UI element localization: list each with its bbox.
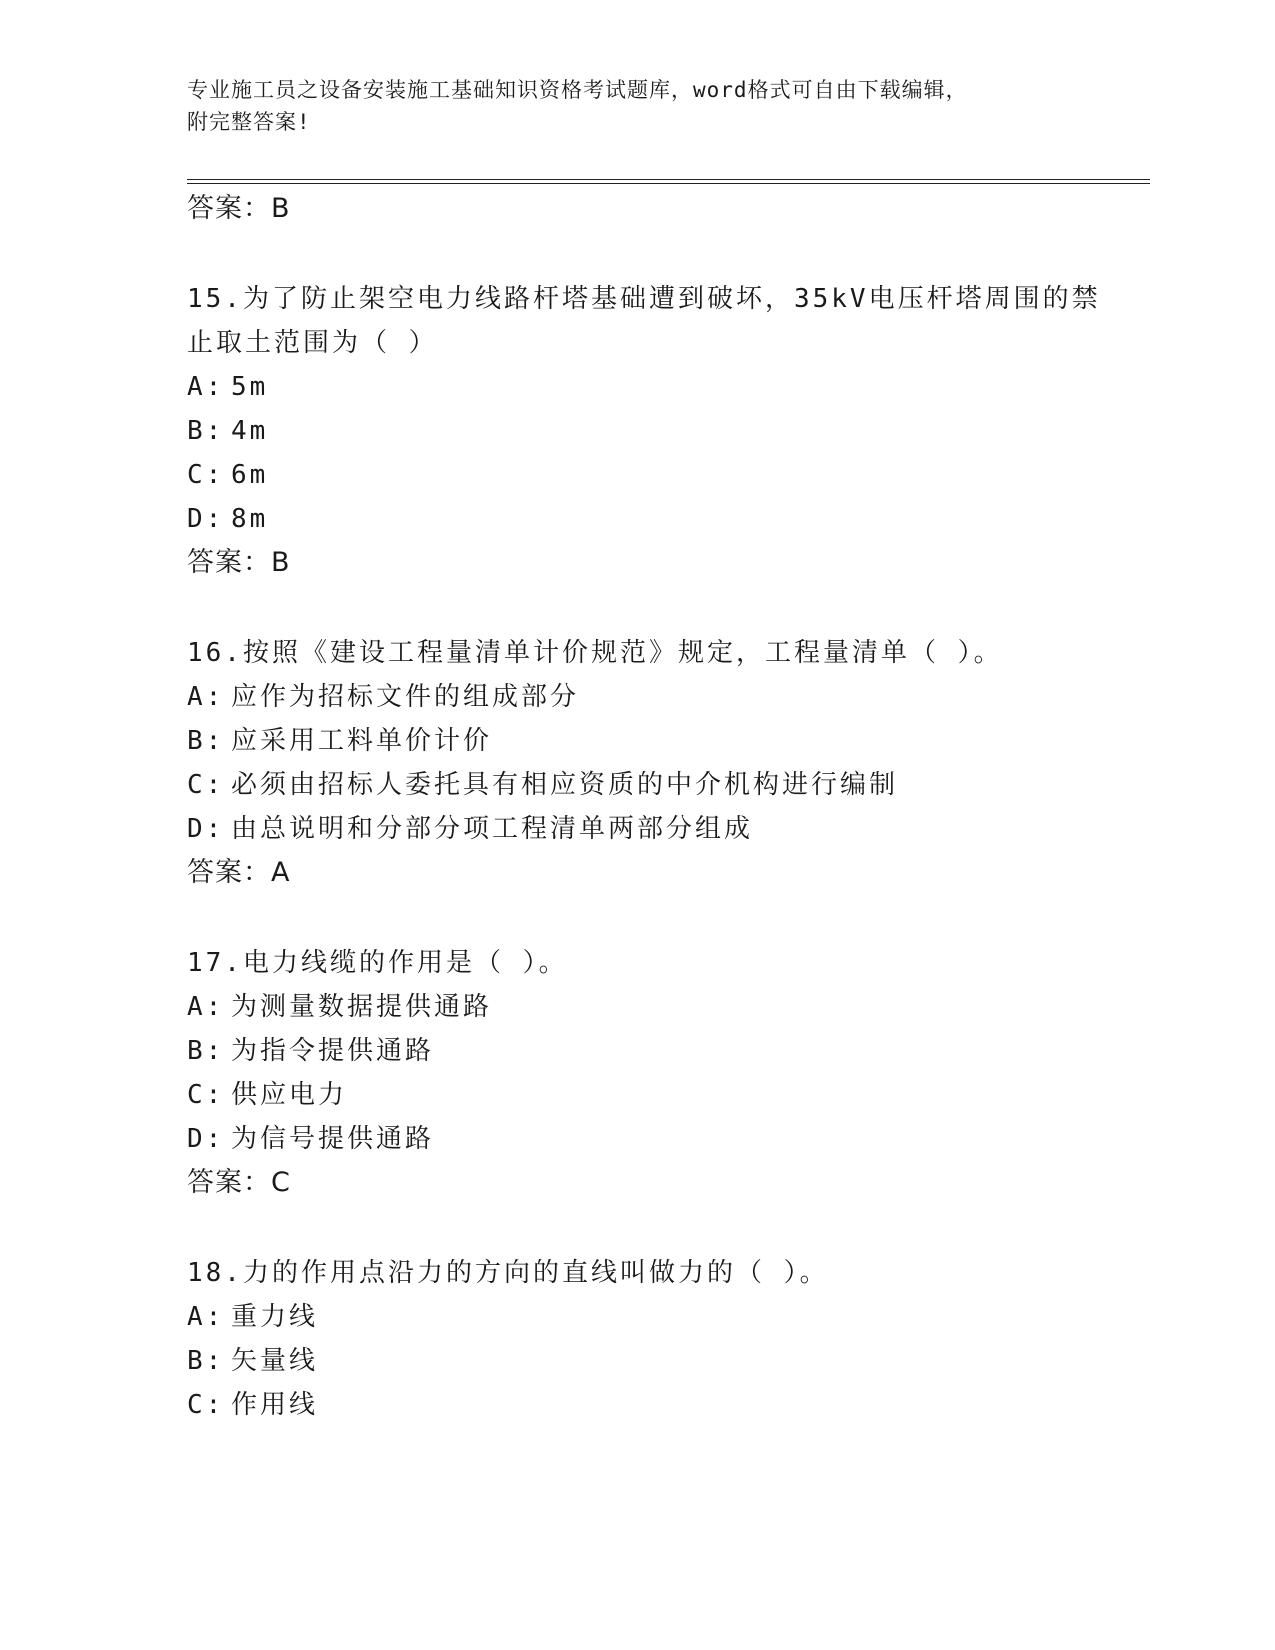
- option-17-c: [187, 1077, 347, 1113]
- header-divider-bottom: [187, 183, 1150, 184]
- option-17-d: [187, 1121, 434, 1157]
- option-16-c: [187, 767, 898, 803]
- option-letter: B:: [187, 416, 225, 446]
- option-18-a: [187, 1299, 318, 1335]
- option-letter: B:: [187, 1346, 225, 1376]
- option-letter: D:: [187, 1124, 225, 1154]
- question-18-line-1: 18.力的作用点沿力的方向的直线叫做力的（ ）。: [187, 1258, 829, 1288]
- option-text: 5m: [231, 372, 269, 402]
- option-text: 必须由招标人委托具有相应资质的中介机构进行编制: [231, 770, 899, 800]
- option-text: 4m: [231, 416, 269, 446]
- option-17-b: [187, 1033, 434, 1069]
- option-letter: B:: [187, 1036, 225, 1066]
- option-18-c: [187, 1387, 318, 1423]
- header-divider-top: [187, 179, 1150, 180]
- option-letter: D:: [187, 814, 225, 844]
- answer-17: 答案：C: [187, 1167, 291, 1198]
- option-text: 应作为招标文件的组成部分: [231, 682, 580, 712]
- option-letter: C:: [187, 1390, 225, 1420]
- option-15-a: [187, 369, 268, 405]
- option-16-d: [187, 811, 753, 847]
- answer-16: 答案：A: [187, 857, 291, 888]
- option-letter: A:: [187, 992, 225, 1022]
- option-text: 由总说明和分部分项工程清单两部分组成: [231, 814, 754, 844]
- option-letter: A:: [187, 682, 225, 712]
- option-letter: A:: [187, 1302, 225, 1332]
- option-letter: C:: [187, 770, 225, 800]
- option-letter: D:: [187, 504, 225, 534]
- question-15-line-2: 止取土范围为（ ）: [187, 328, 438, 358]
- option-text: 供应电力: [231, 1080, 348, 1110]
- option-18-b: [187, 1343, 318, 1379]
- question-15-line-1: 15.为了防止架空电力线路杆塔基础遭到破坏，35kV电压杆塔周围的禁: [187, 284, 1101, 314]
- document-header: [187, 74, 1087, 138]
- option-text: 为测量数据提供通路: [231, 992, 493, 1022]
- option-text: 8m: [231, 504, 269, 534]
- header-line-1: 专业施工员之设备安装施工基础知识资格考试题库，word格式可自由下载编辑，: [187, 78, 968, 102]
- option-letter: C:: [187, 460, 225, 490]
- option-16-a: [187, 679, 579, 715]
- option-17-a: [187, 989, 492, 1025]
- question-16-line-1: 16.按照《建设工程量清单计价规范》规定，工程量清单（ ）。: [187, 638, 1003, 668]
- option-text: 为指令提供通路: [231, 1036, 435, 1066]
- option-letter: C:: [187, 1080, 225, 1110]
- answer-15: 答案：B: [187, 547, 291, 578]
- option-15-d: [187, 501, 268, 537]
- option-text: 为信号提供通路: [231, 1124, 435, 1154]
- option-text: 6m: [231, 460, 269, 490]
- option-text: 应采用工料单价计价: [231, 726, 493, 756]
- option-text: 重力线: [231, 1302, 319, 1332]
- answer-14: 答案：B: [187, 193, 291, 224]
- question-17-line-1: 17.电力线缆的作用是（ ）。: [187, 948, 568, 978]
- option-15-c: [187, 457, 268, 493]
- option-text: 作用线: [231, 1390, 319, 1420]
- option-letter: B:: [187, 726, 225, 756]
- header-line-2: 附完整答案!: [187, 110, 311, 134]
- option-text: 矢量线: [231, 1346, 319, 1376]
- option-16-b: [187, 723, 492, 759]
- option-15-b: [187, 413, 268, 449]
- option-letter: A:: [187, 372, 225, 402]
